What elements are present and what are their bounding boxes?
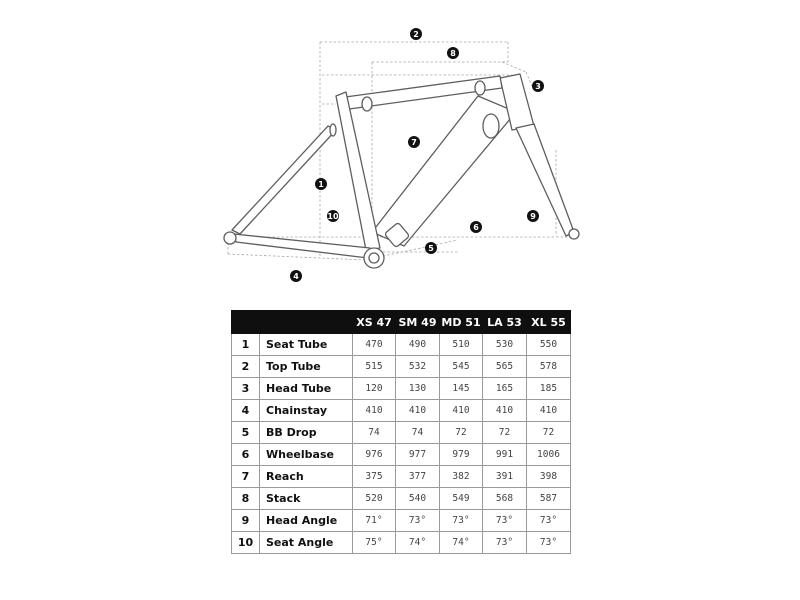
measurement-value: 72 [440,422,483,444]
measurement-label: Stack [260,488,353,510]
measurement-value: 1006 [527,444,571,466]
table-row [232,532,571,554]
measurement-value: 976 [353,444,396,466]
measurement-value: 72 [483,422,527,444]
svg-text:7: 7 [411,138,417,147]
callout-7 [408,136,420,148]
row-number: 6 [232,444,260,466]
svg-text:9: 9 [530,212,536,221]
measurement-value: 74° [440,532,483,554]
callout-3 [532,80,544,92]
measurement-value: 382 [440,466,483,488]
measurement-value: 540 [396,488,440,510]
measurement-label: Chainstay [260,400,353,422]
measurement-value: 73° [527,532,571,554]
measurement-value: 549 [440,488,483,510]
measurement-label: Head Tube [260,378,353,400]
row-number: 4 [232,400,260,422]
measurement-value: 74 [353,422,396,444]
measurement-value: 73° [483,532,527,554]
header-size-sm: SM 49 [396,311,440,334]
table-row [232,510,571,532]
callout-6 [470,221,482,233]
header-size-xl: XL 55 [527,311,571,334]
measurement-value: 510 [440,334,483,356]
table-row [232,466,571,488]
measurement-value: 377 [396,466,440,488]
measurement-value: 185 [527,378,571,400]
geometry-table [231,310,571,554]
row-number: 9 [232,510,260,532]
table-header-row [232,311,571,334]
measurement-value: 515 [353,356,396,378]
measurement-label: Seat Angle [260,532,353,554]
measurement-value: 391 [483,466,527,488]
measurement-value: 375 [353,466,396,488]
row-number: 2 [232,356,260,378]
measurement-value: 532 [396,356,440,378]
measurement-value: 120 [353,378,396,400]
header-num [232,311,260,334]
measurement-value: 470 [353,334,396,356]
callout-9 [527,210,539,222]
measurement-label: Top Tube [260,356,353,378]
measurement-value: 73° [483,510,527,532]
frame-outline [224,74,579,268]
measurement-value: 991 [483,444,527,466]
table-row [232,488,571,510]
callout-2 [410,28,422,40]
row-number: 3 [232,378,260,400]
callout-1 [315,178,327,190]
measurement-value: 74° [396,532,440,554]
svg-text:5: 5 [428,244,434,253]
table-row [232,444,571,466]
svg-text:10: 10 [327,212,339,221]
row-number: 8 [232,488,260,510]
measurement-label: Reach [260,466,353,488]
measurement-value: 410 [527,400,571,422]
header-size-xs: XS 47 [353,311,396,334]
callout-4 [290,270,302,282]
svg-text:8: 8 [450,49,456,58]
svg-text:4: 4 [293,272,299,281]
measurement-value: 165 [483,378,527,400]
measurement-value: 550 [527,334,571,356]
measurement-value: 73° [527,510,571,532]
table-row [232,334,571,356]
measurement-value: 130 [396,378,440,400]
header-size-md: MD 51 [440,311,483,334]
measurement-value: 74 [396,422,440,444]
table-row [232,422,571,444]
measurement-value: 410 [440,400,483,422]
measurement-value: 490 [396,334,440,356]
measurement-value: 568 [483,488,527,510]
measurement-value: 520 [353,488,396,510]
measurement-value: 73° [396,510,440,532]
measurement-value: 71° [353,510,396,532]
header-size-la: LA 53 [483,311,527,334]
row-number: 5 [232,422,260,444]
table-row [232,378,571,400]
measurement-value: 73° [440,510,483,532]
svg-text:6: 6 [473,223,479,232]
measurement-value: 979 [440,444,483,466]
measurement-value: 545 [440,356,483,378]
measurement-value: 977 [396,444,440,466]
measurement-value: 587 [527,488,571,510]
svg-text:3: 3 [535,82,541,91]
measurement-value: 410 [353,400,396,422]
measurement-value: 398 [527,466,571,488]
measurement-value: 410 [483,400,527,422]
row-number: 7 [232,466,260,488]
measurement-value: 578 [527,356,571,378]
callout-10 [327,210,339,222]
measurement-value: 75° [353,532,396,554]
callout-5 [425,242,437,254]
svg-text:1: 1 [318,180,324,189]
row-number: 10 [232,532,260,554]
measurement-label: Head Angle [260,510,353,532]
measurement-value: 72 [527,422,571,444]
svg-text:2: 2 [413,30,419,39]
measurement-value: 530 [483,334,527,356]
measurement-value: 145 [440,378,483,400]
measurement-label: Seat Tube [260,334,353,356]
callout-8 [447,47,459,59]
measurement-value: 565 [483,356,527,378]
table-row [232,400,571,422]
table-row [232,356,571,378]
measurement-label: Wheelbase [260,444,353,466]
measurement-label: BB Drop [260,422,353,444]
measurement-value: 410 [396,400,440,422]
header-measurement [260,311,353,334]
row-number: 1 [232,334,260,356]
